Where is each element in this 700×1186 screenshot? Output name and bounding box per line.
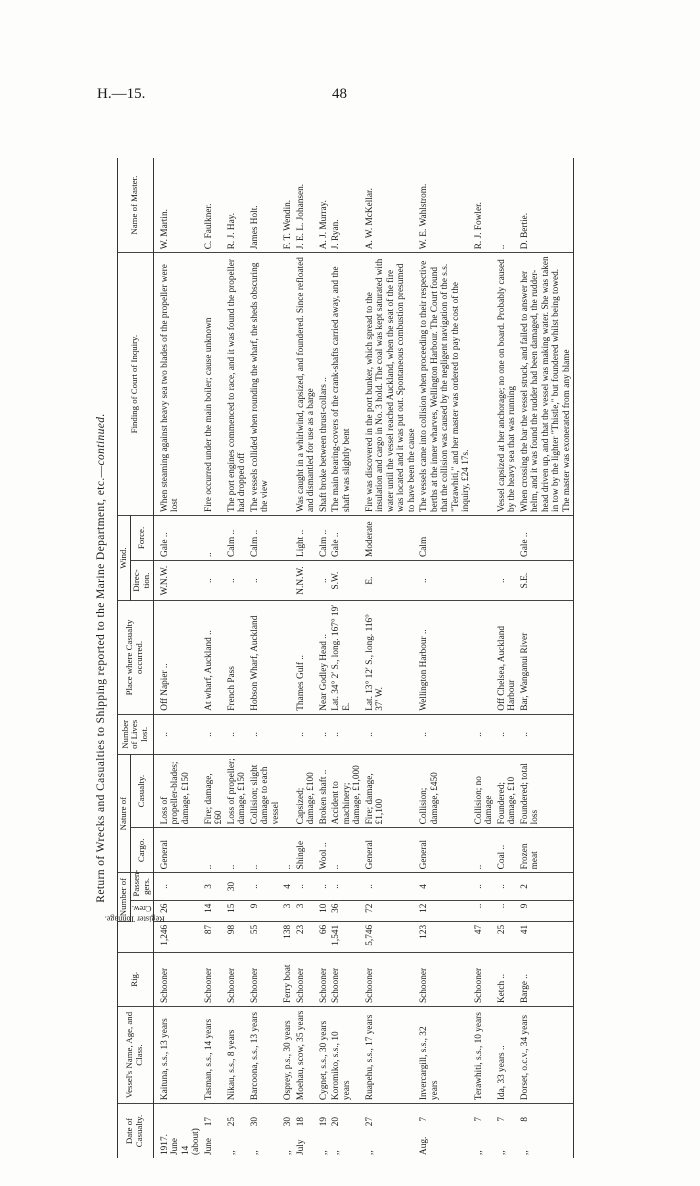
cell-date-month: ,, xyxy=(249,1150,260,1155)
cell-date-day: 25 xyxy=(226,1117,237,1127)
cell-tonnage: 1,541 xyxy=(330,921,364,952)
cell-crew: 26 xyxy=(153,900,203,921)
cell-passengers: .. xyxy=(330,873,364,900)
cell-rig: Schooner xyxy=(318,952,331,1006)
cell-cargo: General xyxy=(364,828,419,873)
cell-place: Near Godley Head .. xyxy=(318,601,331,715)
cell-lives: .. xyxy=(153,714,203,754)
table-row xyxy=(318,158,331,1158)
cell-lives: .. xyxy=(226,714,249,754)
cell-force: Calm .. xyxy=(318,515,331,560)
cell-crew: 12 xyxy=(418,900,473,921)
cell-finding: The vessels came into collision when proceeding to their respective berths at the inner wharves, Wellington Harbour. The Court found that the collision was caused by the negligent navigation of the s.s. "Terawhiti," and her master was ordered to pay the cost of the inquiry, £24 17s. xyxy=(418,253,473,516)
cell-rig: Schooner xyxy=(249,952,283,1006)
cell-finding: Vessel capsized at her anchorage; no one on board. Probably caused by the heavy sea that was running xyxy=(496,253,519,516)
cell-finding: The main bearing-covers of the crank-shafts carried away, and the shaft was slightly bent xyxy=(330,253,364,516)
cell-casualty: Foundered; total loss xyxy=(519,755,574,828)
cell-date xyxy=(330,1104,364,1158)
cell-tonnage: 1,246 xyxy=(153,921,203,952)
cell-cargo: .. xyxy=(473,828,496,873)
cell-vessel: Invercargill, s.s., 32 years xyxy=(418,1007,473,1104)
col-force: Force. xyxy=(130,515,153,560)
col-vessel: Vessel's Name, Age, and Class. xyxy=(118,1007,154,1104)
cell-vessel: Dorset, o.c.v., 34 years xyxy=(519,1007,574,1104)
cell-passengers: 3 xyxy=(203,873,226,900)
cell-tonnage: 87 xyxy=(203,921,226,952)
cell-passengers: .. xyxy=(249,873,283,900)
cell-direction xyxy=(282,560,295,600)
cell-direction: .. xyxy=(203,560,226,600)
cell-cargo: .. xyxy=(249,828,283,873)
cell-vessel: Cygnet, s.s., 30 years xyxy=(318,1007,331,1104)
table-row xyxy=(519,158,574,1158)
cell-date xyxy=(318,1104,331,1158)
cell-casualty: Fire; damage, £60 xyxy=(203,755,226,828)
cell-vessel: Koromiko, s.s., 10 years xyxy=(330,1007,364,1104)
cell-place xyxy=(282,601,295,715)
cell-date xyxy=(519,1104,574,1158)
cell-date-day: 18 xyxy=(295,1117,306,1127)
cell-lives: .. xyxy=(318,714,331,754)
cell-force xyxy=(473,515,496,560)
cell-master: F. T. Wendin. xyxy=(282,158,295,253)
cell-passengers: 30 xyxy=(226,873,249,900)
cell-date-month: ,, xyxy=(364,1150,375,1155)
cell-tonnage: 98 xyxy=(226,921,249,952)
cell-lives: .. xyxy=(364,714,419,754)
cell-crew: .. xyxy=(473,900,496,921)
cell-crew: 9 xyxy=(249,900,283,921)
cell-force xyxy=(282,515,295,560)
cell-master: R. J. Fowler. xyxy=(473,158,496,253)
cell-place xyxy=(473,601,496,715)
cell-crew: 3 xyxy=(295,900,318,921)
cell-cargo: Shingle xyxy=(295,828,318,873)
cell-direction: S.W. xyxy=(330,560,364,600)
cell-tonnage: 41 xyxy=(519,921,574,952)
cell-vessel: Barcoona, s.s., 13 years xyxy=(249,1007,283,1104)
cell-date-day: 27 xyxy=(364,1117,375,1127)
cell-master: D. Bertie. xyxy=(519,158,574,253)
cell-vessel: Moehau, scow, 35 years xyxy=(295,1007,318,1104)
cell-lives: .. xyxy=(496,714,519,754)
cell-lives: .. xyxy=(249,714,283,754)
cell-place: Off Napier .. xyxy=(153,601,203,715)
cell-date-month: ,, xyxy=(331,1150,342,1155)
table-row xyxy=(295,158,318,1158)
cell-casualty: Loss of propeller-blades; damage, £150 xyxy=(153,755,203,828)
cell-date xyxy=(418,1104,473,1158)
cell-cargo: General xyxy=(418,828,473,873)
cell-passengers: .. xyxy=(364,873,419,900)
cell-rig: Schooner xyxy=(295,952,318,1006)
cell-place: Wellington Harbour .. xyxy=(418,601,473,715)
cell-cargo: Wool .. xyxy=(318,828,331,873)
table-title-continued: continued. xyxy=(95,413,107,466)
cell-casualty xyxy=(282,755,295,828)
cell-finding: Was caught in a whirlwind, capsized, and foundered. Since refloated and dismantled for use as a barge xyxy=(295,253,318,516)
cell-force: Calm xyxy=(418,515,473,560)
cell-crew: .. xyxy=(496,900,519,921)
cell-vessel: Kaituna, s.s., 13 years xyxy=(153,1007,203,1104)
cell-cargo: .. xyxy=(226,828,249,873)
cell-rig: Barge .. xyxy=(519,952,574,1006)
col-direction: Direc-tion. xyxy=(130,560,153,600)
cell-force: Calm .. xyxy=(226,515,249,560)
cell-tonnage: 47 xyxy=(473,921,496,952)
cell-passengers: .. xyxy=(295,873,318,900)
col-finding: Finding of Court of Inquiry. xyxy=(118,253,154,516)
cell-rig: Ferry boat xyxy=(282,952,295,1006)
cell-place: Off Chelsea, Auckland Harbour xyxy=(496,601,519,715)
cell-casualty: Loss of propeller; damage, £150 xyxy=(226,755,249,828)
cell-force: .. xyxy=(203,515,226,560)
cell-crew: 15 xyxy=(226,900,249,921)
cell-master: A. W. McKellar. xyxy=(364,158,419,253)
table-body xyxy=(153,158,574,1158)
cell-lives: .. xyxy=(519,714,574,754)
cell-rig: Schooner xyxy=(153,952,203,1006)
cell-direction: .. xyxy=(418,560,473,600)
cell-vessel: Osprey, p.s., 30 years xyxy=(282,1007,295,1104)
cell-cargo: .. xyxy=(282,828,295,873)
cell-lives: .. xyxy=(203,714,226,754)
cell-passengers: 2 xyxy=(519,873,574,900)
cell-direction: W.N.W. xyxy=(153,560,203,600)
cell-place: Bar, Wanganui River xyxy=(519,601,574,715)
cell-direction: .. xyxy=(249,560,283,600)
cell-master: W. Martin. xyxy=(153,158,203,253)
cell-passengers: .. xyxy=(496,873,519,900)
cell-cargo: Coal .. xyxy=(496,828,519,873)
cell-crew: 72 xyxy=(364,900,419,921)
rotated-table-page xyxy=(95,158,675,1158)
cell-finding: When crossing the bar the vessel struck, and failed to answer her helm, and it was found the rudder had been damaged, the rudder-head driven up, and that the vessel was making water. She was taken in tow by the lighter "Thistle," but foundered whilst being towed. The master was exonerated from any blame xyxy=(519,253,574,516)
page-code: H.—15. xyxy=(97,86,146,102)
cell-force: Gale .. xyxy=(153,515,203,560)
cell-finding: When steaming against heavy sea two blades of the propeller were lost xyxy=(153,253,203,516)
cell-cargo: Frozen meat xyxy=(519,828,574,873)
cell-date xyxy=(364,1104,419,1158)
cell-casualty: Capsized; damage, £100 xyxy=(295,755,318,828)
cell-finding: Fire was discovered in the port bunker, which spread to the insulation and cargo in No. 3 hold. The coal was kept saturated with water until the vessel reached Auckland, when the seat of the fire was located and it was put out. Spontaneous combustion presumed to have been the cause xyxy=(364,253,419,516)
col-nature-of: Nature of xyxy=(118,755,131,873)
col-wind: Wind. xyxy=(118,515,131,600)
cell-date-month: ,, xyxy=(473,1150,484,1155)
cell-rig: Schooner xyxy=(364,952,419,1006)
cell-direction: .. xyxy=(318,560,331,600)
cell-date-month: ,, xyxy=(496,1150,507,1155)
cell-master: A. J. Murray. xyxy=(318,158,331,253)
table-row xyxy=(153,158,203,1158)
cell-direction: E. xyxy=(364,560,419,600)
cell-direction: .. xyxy=(496,560,519,600)
table-row xyxy=(203,158,226,1158)
col-number-of: Number of xyxy=(118,873,131,922)
cell-date-month: June xyxy=(203,1137,214,1155)
cell-date-month: July xyxy=(295,1139,306,1155)
cell-place: At wharf, Auckland .. xyxy=(203,601,226,715)
cell-rig: Schooner xyxy=(473,952,496,1006)
col-crew-label: Crew. xyxy=(131,904,152,914)
cell-direction: .. xyxy=(226,560,249,600)
table-row xyxy=(330,158,364,1158)
cell-place: Thames Gulf .. xyxy=(295,601,318,715)
cell-vessel: Terawhiti, s.s., 10 years xyxy=(473,1007,496,1104)
table-row xyxy=(364,158,419,1158)
cell-date-month: ,, xyxy=(519,1150,530,1155)
cell-direction xyxy=(473,560,496,600)
cell-date-day: 7 xyxy=(496,1117,507,1122)
cell-passengers: .. xyxy=(153,873,203,900)
cell-master: W. E. Wahlstrom. xyxy=(418,158,473,253)
cell-crew: 3 xyxy=(282,900,295,921)
col-place: Place where Casualty occurred. xyxy=(118,601,154,715)
cell-rig: Schooner xyxy=(226,952,249,1006)
cell-cargo: General xyxy=(153,828,203,873)
cell-vessel: Ida, 33 years .. xyxy=(496,1007,519,1104)
cell-master: J. Ryan. xyxy=(330,158,364,253)
col-tonnage-label: Register Tonnage. xyxy=(105,914,166,924)
cell-cargo: .. xyxy=(330,828,364,873)
table-row xyxy=(418,158,473,1158)
cell-date-day: 20 xyxy=(331,1117,342,1127)
cell-rig: Ketch .. xyxy=(496,952,519,1006)
wrecks-table xyxy=(105,158,574,1158)
table-row xyxy=(282,158,295,1158)
cell-master: C. Faulkner. xyxy=(203,158,226,253)
cell-date-day: 8 xyxy=(519,1117,530,1122)
cell-place: Lat. 13° 12′ S., long. 116° 37′ W. xyxy=(364,601,419,715)
cell-master: J. E. L. Johansen. xyxy=(295,158,318,253)
col-rig: Rig. xyxy=(118,952,154,1006)
cell-date xyxy=(226,1104,249,1158)
cell-date-day: 7 xyxy=(419,1117,430,1122)
cell-passengers: 4 xyxy=(282,873,295,900)
cell-place: Lat. 34° 2′ S., long. 167° 19′ E. xyxy=(330,601,364,715)
table-row xyxy=(496,158,519,1158)
cell-direction: S.E. xyxy=(519,560,574,600)
cell-finding: The port engines commenced to race, and it was found the propeller had dropped off xyxy=(226,253,249,516)
cell-tonnage: 138 xyxy=(282,921,295,952)
cell-crew: 9 xyxy=(519,900,574,921)
cell-date-month: Aug. xyxy=(419,1136,430,1155)
cell-rig: Schooner xyxy=(418,952,473,1006)
cell-cargo: .. xyxy=(203,828,226,873)
cell-date xyxy=(153,1104,203,1158)
cell-date xyxy=(295,1104,318,1158)
cell-vessel: Nikau, s.s., 8 years xyxy=(226,1007,249,1104)
cell-casualty: Collision; no damage xyxy=(473,755,496,828)
cell-tonnage: 123 xyxy=(418,921,473,952)
cell-casualty: Collision; slight damage to each vessel xyxy=(249,755,283,828)
table-title-main: Return of Wrecks and Casualties to Shipping reported to the Marine Department, etc.— xyxy=(95,465,107,903)
cell-force xyxy=(496,515,519,560)
cell-casualty: Broken shaft .. xyxy=(318,755,331,828)
cell-date-day: 30 xyxy=(283,1117,294,1127)
cell-casualty: Fire; damage, £1,100 xyxy=(364,755,419,828)
col-lives: Number of Lives lost. xyxy=(118,714,154,754)
cell-tonnage: 23 xyxy=(295,921,318,952)
table-row xyxy=(226,158,249,1158)
cell-lives: .. xyxy=(473,714,496,754)
cell-master: .. xyxy=(496,158,519,253)
cell-date-day: 17 xyxy=(203,1117,214,1127)
cell-direction: N.N.W. xyxy=(295,560,318,600)
cell-date-day: 7 xyxy=(473,1117,484,1122)
cell-date-month: ,, xyxy=(283,1150,294,1155)
col-casualty: Casualty. xyxy=(130,755,153,828)
cell-date-day xyxy=(160,1117,202,1131)
table-row xyxy=(249,158,283,1158)
cell-date-month: ,, xyxy=(318,1150,329,1155)
cell-vessel: Tasman, s.s., 14 years xyxy=(203,1007,226,1104)
table-row xyxy=(473,158,496,1158)
cell-lives: .. xyxy=(295,714,318,754)
cell-casualty: Accident to machinery; damage, £1,000 xyxy=(330,755,364,828)
cell-force: Gale .. xyxy=(519,515,574,560)
cell-force: Light .. xyxy=(295,515,318,560)
cell-lives xyxy=(282,714,295,754)
cell-vessel: Ruapehu, s.s., 17 years xyxy=(364,1007,419,1104)
col-date: Date of Casualty. xyxy=(118,1104,154,1158)
cell-lives: .. xyxy=(418,714,473,754)
table-title xyxy=(95,158,117,1158)
cell-casualty: Foundered; damage, £10 xyxy=(496,755,519,828)
cell-master: James Holt. xyxy=(249,158,283,253)
cell-finding xyxy=(473,253,496,516)
cell-master: R. J. Hay. xyxy=(226,158,249,253)
cell-date xyxy=(203,1104,226,1158)
cell-place: Hobson Wharf, Auckland xyxy=(249,601,283,715)
cell-date xyxy=(282,1104,295,1158)
cell-rig: Schooner xyxy=(203,952,226,1006)
cell-date-month: ,, xyxy=(226,1150,237,1155)
col-master: Name of Master. xyxy=(118,158,154,253)
cell-tonnage: 55 xyxy=(249,921,283,952)
page-number: 48 xyxy=(332,86,347,102)
cell-date-day: 19 xyxy=(318,1117,329,1127)
col-cargo: Cargo. xyxy=(130,828,153,873)
col-passengers: Passen-gers. xyxy=(130,873,153,900)
cell-finding: The vessels collided when rounding the wharf, the sheds obscuring the view xyxy=(249,253,283,516)
cell-finding: Shaft broke between thrust-collars .. xyxy=(318,253,331,516)
cell-place: French Pass xyxy=(226,601,249,715)
cell-date-month: 1917. June 14 (about) xyxy=(159,1128,202,1155)
cell-force: Moderate xyxy=(364,515,419,560)
cell-crew: 14 xyxy=(203,900,226,921)
cell-passengers: .. xyxy=(473,873,496,900)
cell-crew: 10 xyxy=(318,900,331,921)
cell-passengers: .. xyxy=(318,873,331,900)
cell-rig: Schooner xyxy=(330,952,364,1006)
cell-passengers: 4 xyxy=(418,873,473,900)
cell-lives: .. xyxy=(330,714,364,754)
cell-finding: Fire occurred under the main boiler; cause unknown xyxy=(203,253,226,516)
cell-finding xyxy=(282,253,295,516)
cell-date xyxy=(249,1104,283,1158)
cell-force: Calm .. xyxy=(249,515,283,560)
cell-date-day: 30 xyxy=(249,1117,260,1127)
cell-tonnage: 25 xyxy=(496,921,519,952)
cell-tonnage: 5,746 xyxy=(364,921,419,952)
cell-date xyxy=(473,1104,496,1158)
cell-tonnage: 66 xyxy=(318,921,331,952)
cell-crew: 36 xyxy=(330,900,364,921)
cell-force: Gale .. xyxy=(330,515,364,560)
cell-date xyxy=(496,1104,519,1158)
cell-casualty: Collision; damage, £450 xyxy=(418,755,473,828)
